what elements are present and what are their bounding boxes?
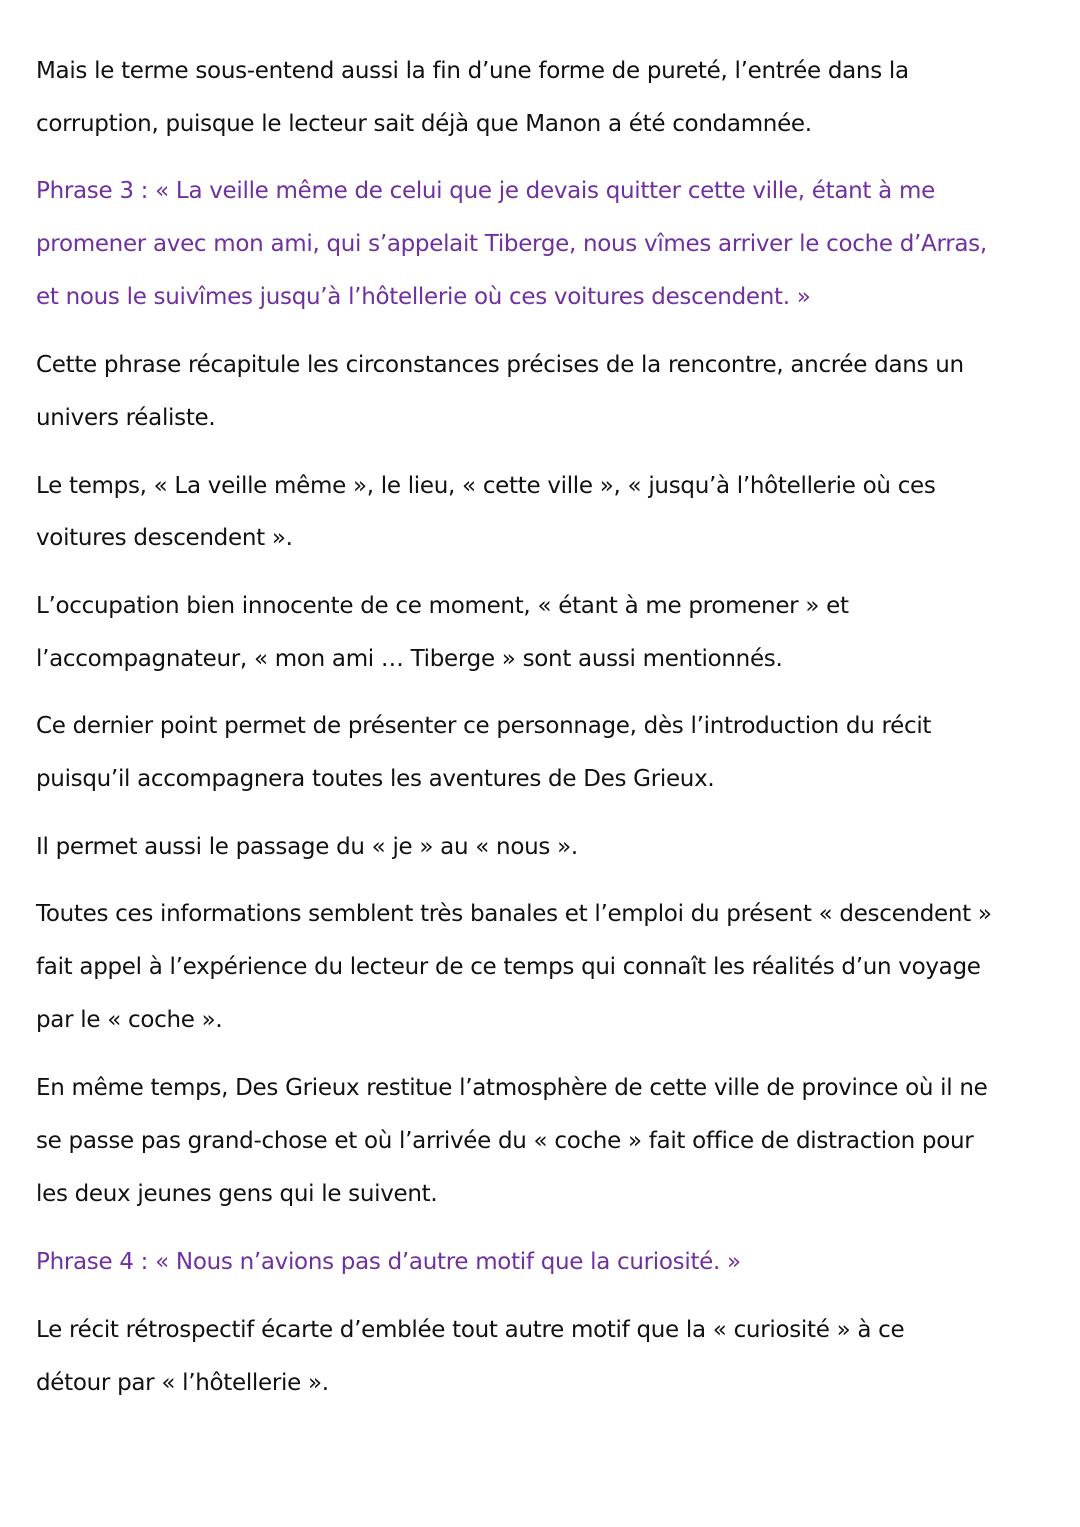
text-line: détour par « l’hôtellerie ».: [36, 1370, 329, 1396]
text-line: Toutes ces informations semblent très banales et l’emploi du présent « descendent »: [36, 901, 992, 927]
text-line: corruption, puisque le lecteur sait déjà que Manon a été condamnée.: [36, 111, 812, 137]
text-line: En même temps, Des Grieux restitue l’atmosphère de cette ville de province où il ne: [36, 1075, 988, 1101]
text-line: les deux jeunes gens qui le suivent.: [36, 1181, 438, 1207]
quote-line: Phrase 4 : « Nous n’avions pas d’autre motif que la curiosité. »: [36, 1249, 741, 1275]
text-line: l’accompagnateur, « mon ami … Tiberge » sont aussi mentionnés.: [36, 646, 783, 672]
text-line: Mais le terme sous-entend aussi la fin d’une forme de pureté, l’entrée dans la: [36, 58, 909, 84]
text-line: Le récit rétrospectif écarte d’emblée tout autre motif que la « curiosité » à ce: [36, 1317, 905, 1343]
quote-line: promener avec mon ami, qui s’appelait Tiberge, nous vîmes arriver le coche d’Arras,: [36, 231, 987, 257]
text-line: Ce dernier point permet de présenter ce personnage, dès l’introduction du récit: [36, 713, 932, 739]
text-line: Le temps, « La veille même », le lieu, « cette ville », « jusqu’à l’hôtellerie où ces: [36, 473, 936, 499]
text-line: fait appel à l’expérience du lecteur de ce temps qui connaît les réalités d’un voyage: [36, 954, 981, 980]
text-line: se passe pas grand-chose et où l’arrivée du « coche » fait office de distraction pour: [36, 1128, 974, 1154]
text-line: univers réaliste.: [36, 405, 216, 431]
quote-line: Phrase 3 : « La veille même de celui que je devais quitter cette ville, étant à me: [36, 178, 935, 204]
text-line: voitures descendent ».: [36, 525, 293, 551]
text-line: Il permet aussi le passage du « je » au « nous ».: [36, 834, 578, 860]
text-line: Cette phrase récapitule les circonstances précises de la rencontre, ancrée dans un: [36, 352, 964, 378]
quote-line: et nous le suivîmes jusqu’à l’hôtellerie où ces voitures descendent. »: [36, 284, 811, 310]
text-line: L’occupation bien innocente de ce moment, « étant à me promener » et: [36, 593, 849, 619]
text-line: par le « coche ».: [36, 1007, 223, 1033]
text-line: puisqu’il accompagnera toutes les aventures de Des Grieux.: [36, 766, 715, 792]
